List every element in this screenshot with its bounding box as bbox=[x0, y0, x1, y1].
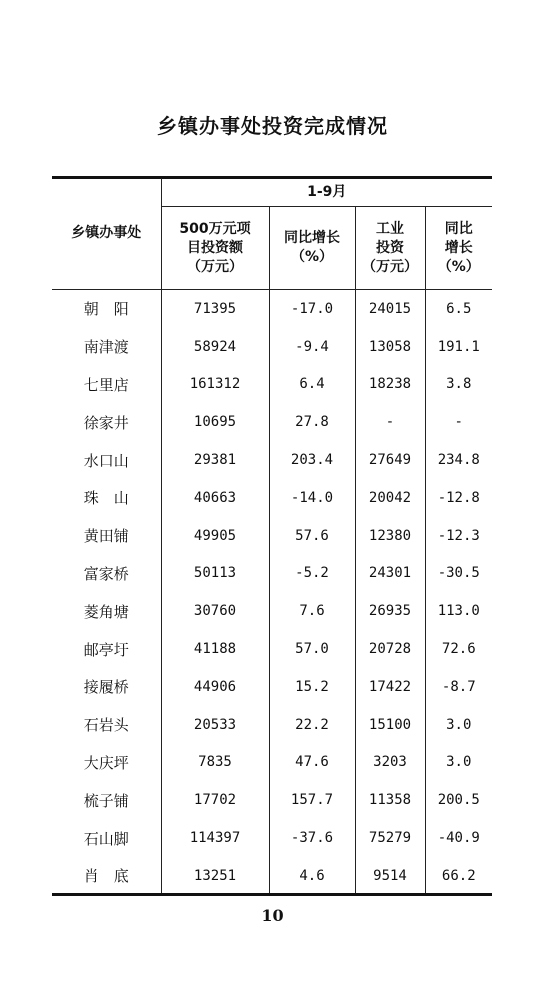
industrial-investment-cell: 24301 bbox=[355, 555, 425, 593]
col-header-industrial bbox=[355, 207, 425, 290]
table-row bbox=[52, 781, 492, 819]
township-name-cell: 徐家井 bbox=[52, 403, 161, 441]
yoy-growth-cell: 7.6 bbox=[269, 592, 355, 630]
industrial-yoy-cell: -8.7 bbox=[441, 678, 476, 695]
investment-cell: 29381 bbox=[161, 441, 269, 479]
table-row bbox=[52, 630, 492, 668]
yoy-growth-cell: 57.0 bbox=[269, 630, 355, 668]
industrial-investment-cell: 18238 bbox=[355, 366, 425, 404]
row-header-cell bbox=[52, 178, 161, 290]
col-header-line: 500万元项 bbox=[179, 220, 251, 237]
industrial-yoy-cell: 3.0 bbox=[446, 754, 472, 771]
table-row bbox=[52, 290, 492, 328]
industrial-yoy-cell: 234.8 bbox=[437, 452, 480, 469]
industrial-yoy-cell: -30.5 bbox=[437, 565, 480, 582]
col-header-industrial-yoy bbox=[425, 207, 492, 290]
col-header-investment bbox=[161, 207, 269, 290]
col-header-line: （%） bbox=[437, 258, 480, 275]
industrial-investment-cell: 27649 bbox=[355, 441, 425, 479]
table-row bbox=[52, 668, 492, 706]
township-name-cell: 接履桥 bbox=[52, 668, 161, 706]
township-name-cell: 石岩头 bbox=[52, 706, 161, 744]
table-row bbox=[52, 857, 492, 895]
industrial-investment-cell: 15100 bbox=[355, 706, 425, 744]
industrial-investment-cell: 3203 bbox=[355, 744, 425, 782]
industrial-investment-cell: 11358 bbox=[355, 781, 425, 819]
industrial-investment-cell: 20042 bbox=[355, 479, 425, 517]
township-name-cell: 富家桥 bbox=[52, 555, 161, 593]
table-row bbox=[52, 403, 492, 441]
industrial-yoy-cell: - bbox=[454, 414, 463, 431]
table-bottom-rule bbox=[52, 893, 492, 896]
industrial-yoy-cell: -12.8 bbox=[437, 489, 480, 506]
col-header-line: 增长 bbox=[444, 239, 473, 256]
col-header-line: 同比 bbox=[444, 220, 473, 237]
industrial-investment-cell: 24015 bbox=[355, 290, 425, 328]
township-name-cell: 邮亭圩 bbox=[52, 630, 161, 668]
township-name-cell: 大庆坪 bbox=[52, 744, 161, 782]
industrial-yoy-cell: 6.5 bbox=[446, 300, 472, 317]
township-name-cell: 南津渡 bbox=[52, 328, 161, 366]
investment-cell: 71395 bbox=[161, 290, 269, 328]
township-name-cell: 朝 阳 bbox=[52, 290, 161, 328]
township-name-cell: 梳子铺 bbox=[52, 781, 161, 819]
township-name-cell: 珠 山 bbox=[52, 479, 161, 517]
table-row bbox=[52, 366, 492, 404]
investment-cell: 7835 bbox=[161, 744, 269, 782]
table-row bbox=[52, 555, 492, 593]
industrial-yoy-cell: 72.6 bbox=[441, 641, 476, 658]
township-name-cell: 水口山 bbox=[52, 441, 161, 479]
yoy-growth-cell: 157.7 bbox=[269, 781, 355, 819]
table-row bbox=[52, 479, 492, 517]
yoy-growth-cell: 4.6 bbox=[269, 857, 355, 895]
col-header-line: 目投资额 bbox=[187, 239, 243, 256]
table-row bbox=[52, 441, 492, 479]
page-title: 乡镇办事处投资完成情况 bbox=[157, 114, 388, 138]
table-row bbox=[52, 819, 492, 857]
investment-cell: 30760 bbox=[161, 592, 269, 630]
yoy-growth-cell: 22.2 bbox=[269, 706, 355, 744]
investment-cell: 161312 bbox=[161, 366, 269, 404]
row-header-label: 乡镇办事处 bbox=[71, 225, 142, 241]
col-header-line: 同比增长 bbox=[284, 230, 340, 246]
industrial-investment-cell: 9514 bbox=[355, 857, 425, 895]
investment-cell: 13251 bbox=[161, 857, 269, 895]
table-row bbox=[52, 592, 492, 630]
investment-cell: 40663 bbox=[161, 479, 269, 517]
investment-cell: 114397 bbox=[161, 819, 269, 857]
industrial-investment-cell: 26935 bbox=[355, 592, 425, 630]
investment-cell: 41188 bbox=[161, 630, 269, 668]
industrial-yoy-cell: 3.0 bbox=[446, 716, 472, 733]
yoy-growth-cell: -17.0 bbox=[269, 290, 355, 328]
period-header: 1-9月 bbox=[161, 178, 492, 207]
col-header-line: （万元） bbox=[362, 258, 418, 275]
yoy-growth-cell: 27.8 bbox=[269, 403, 355, 441]
yoy-growth-cell: -14.0 bbox=[269, 479, 355, 517]
yoy-growth-cell: -5.2 bbox=[269, 555, 355, 593]
township-name-cell: 菱角塘 bbox=[52, 592, 161, 630]
industrial-yoy-cell: 113.0 bbox=[437, 603, 480, 620]
yoy-growth-cell: 203.4 bbox=[269, 441, 355, 479]
investment-cell: 20533 bbox=[161, 706, 269, 744]
yoy-growth-cell: -37.6 bbox=[269, 819, 355, 857]
industrial-investment-cell: 13058 bbox=[355, 328, 425, 366]
industrial-investment-cell: 75279 bbox=[355, 819, 425, 857]
township-name-cell: 肖 底 bbox=[52, 857, 161, 895]
col-header-line: 投资 bbox=[376, 239, 404, 256]
investment-cell: 50113 bbox=[161, 555, 269, 593]
table-row bbox=[52, 328, 492, 366]
industrial-investment-cell: 20728 bbox=[355, 630, 425, 668]
investment-cell: 49905 bbox=[161, 517, 269, 555]
yoy-growth-cell: 47.6 bbox=[269, 744, 355, 782]
industrial-yoy-cell: 3.8 bbox=[446, 376, 472, 393]
industrial-yoy-cell: 191.1 bbox=[437, 338, 480, 355]
investment-cell: 44906 bbox=[161, 668, 269, 706]
township-name-cell: 黄田铺 bbox=[52, 517, 161, 555]
col-header-line: （万元） bbox=[187, 258, 243, 275]
industrial-yoy-cell: 66.2 bbox=[441, 867, 476, 884]
township-name-cell: 七里店 bbox=[52, 366, 161, 404]
yoy-growth-cell: 15.2 bbox=[269, 668, 355, 706]
industrial-investment-cell: 17422 bbox=[355, 668, 425, 706]
investment-cell: 10695 bbox=[161, 403, 269, 441]
page-number: 10 bbox=[261, 906, 284, 925]
industrial-investment-cell: - bbox=[355, 403, 425, 441]
industrial-yoy-cell: 200.5 bbox=[437, 792, 480, 809]
header-row-period bbox=[52, 178, 492, 207]
col-header-line: （%） bbox=[290, 249, 334, 265]
investment-cell: 17702 bbox=[161, 781, 269, 819]
table-row bbox=[52, 706, 492, 744]
investment-cell: 58924 bbox=[161, 328, 269, 366]
investment-table bbox=[52, 178, 492, 895]
col-header-yoy bbox=[269, 207, 355, 290]
industrial-yoy-cell: -40.9 bbox=[437, 830, 480, 847]
yoy-growth-cell: 57.6 bbox=[269, 517, 355, 555]
table-row bbox=[52, 517, 492, 555]
industrial-investment-cell: 12380 bbox=[355, 517, 425, 555]
table-body bbox=[52, 290, 492, 895]
col-header-line: 工业 bbox=[376, 220, 404, 237]
industrial-yoy-cell: -12.3 bbox=[437, 527, 480, 544]
yoy-growth-cell: -9.4 bbox=[269, 328, 355, 366]
township-name-cell: 石山脚 bbox=[52, 819, 161, 857]
yoy-growth-cell: 6.4 bbox=[269, 366, 355, 404]
table-row bbox=[52, 744, 492, 782]
